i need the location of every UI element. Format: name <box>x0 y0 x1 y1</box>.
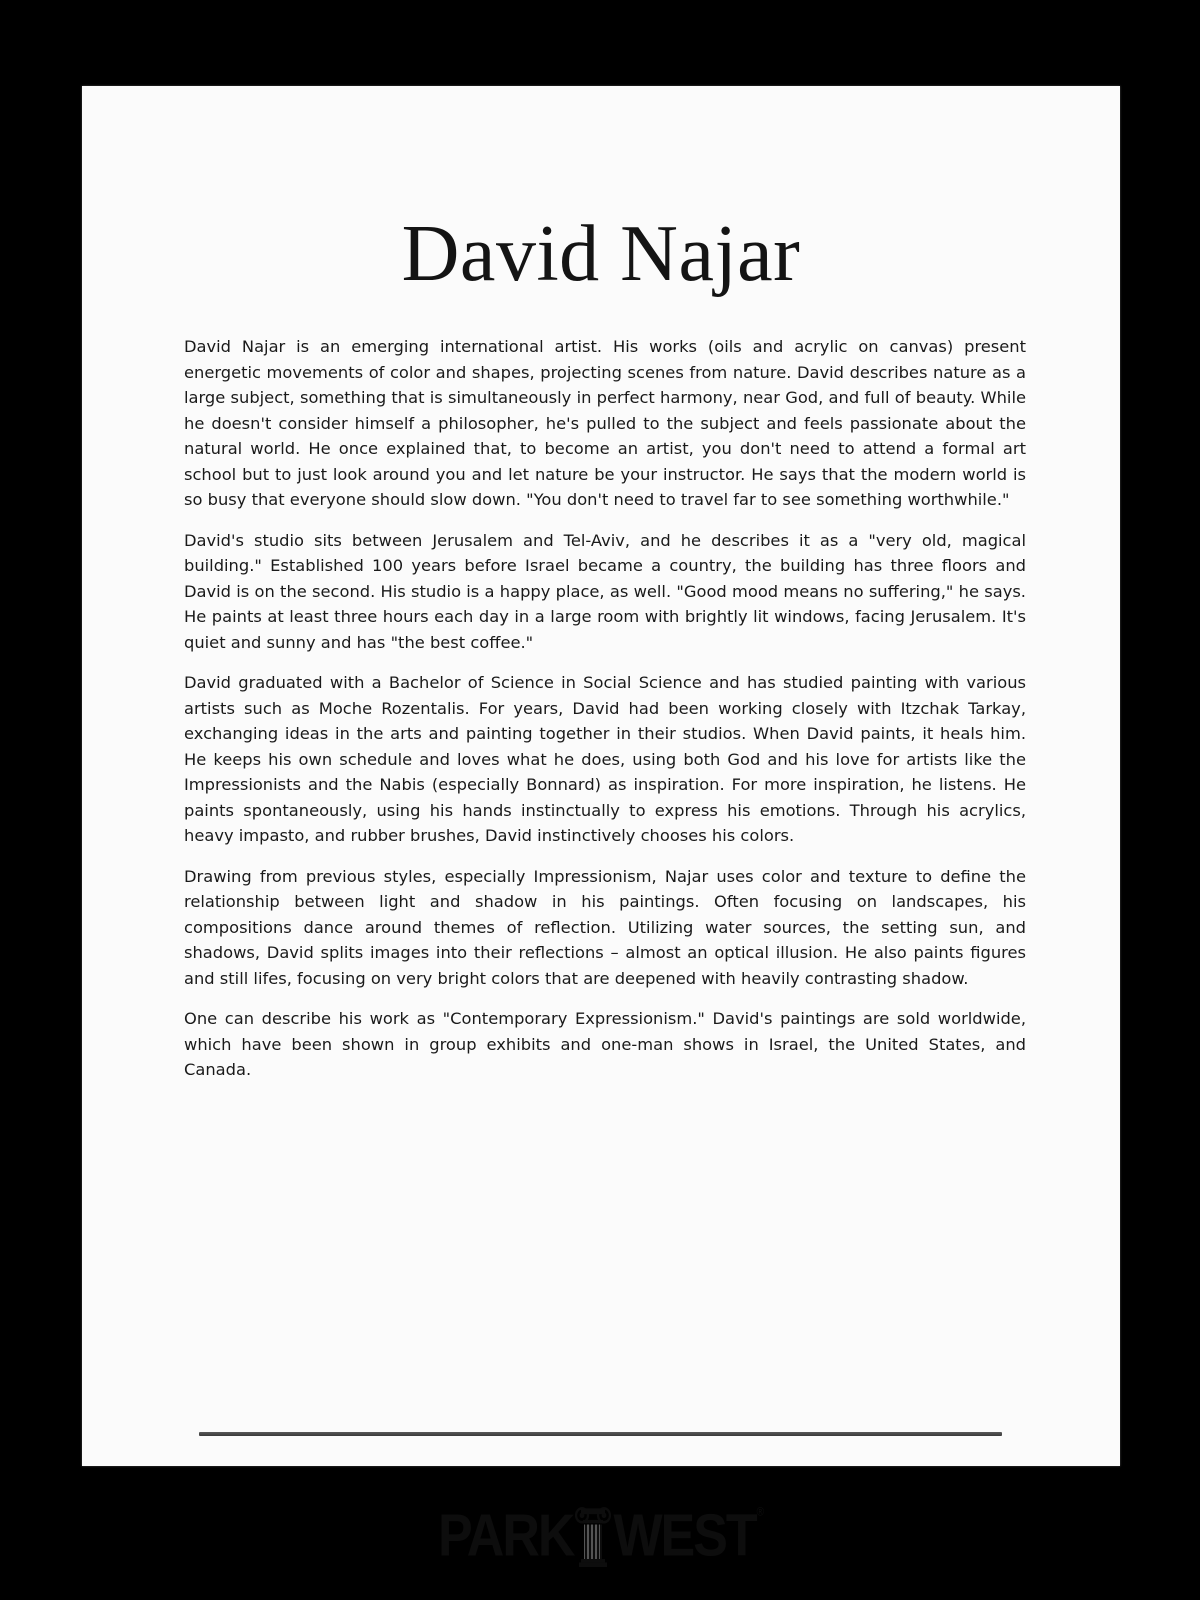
biography-sheet <box>82 86 1120 1570</box>
paragraph-studio: David's studio sits between Jerusalem and Tel-Aviv, and he describes it as a "very old, magical building." Established 100 years before Israel became a country, the building has three floors and David is on the second. His studio is a happy place, as well. "Good mood means no suffering," he says. He paints at least three hours each day in a large room with brightly lit windows, facing Jerusalem. It's quiet and sunny and has "the best coffee." <box>184 530 1026 652</box>
registered-mark: ® <box>756 1506 765 1519</box>
biography-body <box>184 334 1026 1098</box>
paragraph-intro: David Najar is an emerging international artist. His works (oils and acrylic on canvas) present energetic movements of color and shapes, projecting scenes from nature. David describes nature as a large subject, something that is simultaneously in perfect harmony, near God, and full of beauty. While he doesn't consider himself a philosopher, he's pulled to the subject and feels passionate about the natural world. He once explained that, to become an artist, you don't need to attend a formal art school but to just look around you and let nature be your instructor. He says that the modern world is so busy that everyone should slow down. "You don't need to travel far to see something worthwhile." <box>184 337 1026 509</box>
logo-text-right: WEST <box>613 1502 756 1570</box>
paragraph-style: Drawing from previous styles, especially Impressionism, Najar uses color and texture to define the relationship between light and shadow in his paintings. Often focusing on landscapes, his compositions dance around themes of reflection. Utilizing water sources, the setting sun, and shadows, David splits images into their reflections – almost an optical illusion. He also paints figures and still lifes, focusing on very bright colors that are deepened with heavily contrasting shadow. <box>184 866 1026 988</box>
paragraph-education: David graduated with a Bachelor of Science in Social Science and has studied painting with various artists such as Moche Rozentalis. For years, David had been working closely with Itzchak Tarkay, exchanging ideas in the arts and painting together in their studios. When David paints, it heals him. He keeps his own schedule and loves what he does, using both God and his love for artists like the Impressionists and the Nabis (especially Bonnard) as inspiration. For more inspiration, he listens. He paints spontaneously, using his hands instinctually to express his emotions. Through his acrylics, heavy impasto, and rubber brushes, David instinctively chooses his colors. <box>184 673 1026 845</box>
paragraph-summary: One can describe his work as "Contemporary Expressionism." David's paintings are sold worldwide, which have been shown in group exhibits and one-man shows in Israel, the United States, and Canada. <box>184 1009 1026 1079</box>
logo-text-left: PARK <box>437 1502 574 1570</box>
page-title: David Najar <box>401 210 801 298</box>
footer-divider <box>199 1432 1002 1436</box>
ionic-column-icon <box>575 1505 611 1567</box>
park-west-logo <box>82 1502 1120 1571</box>
